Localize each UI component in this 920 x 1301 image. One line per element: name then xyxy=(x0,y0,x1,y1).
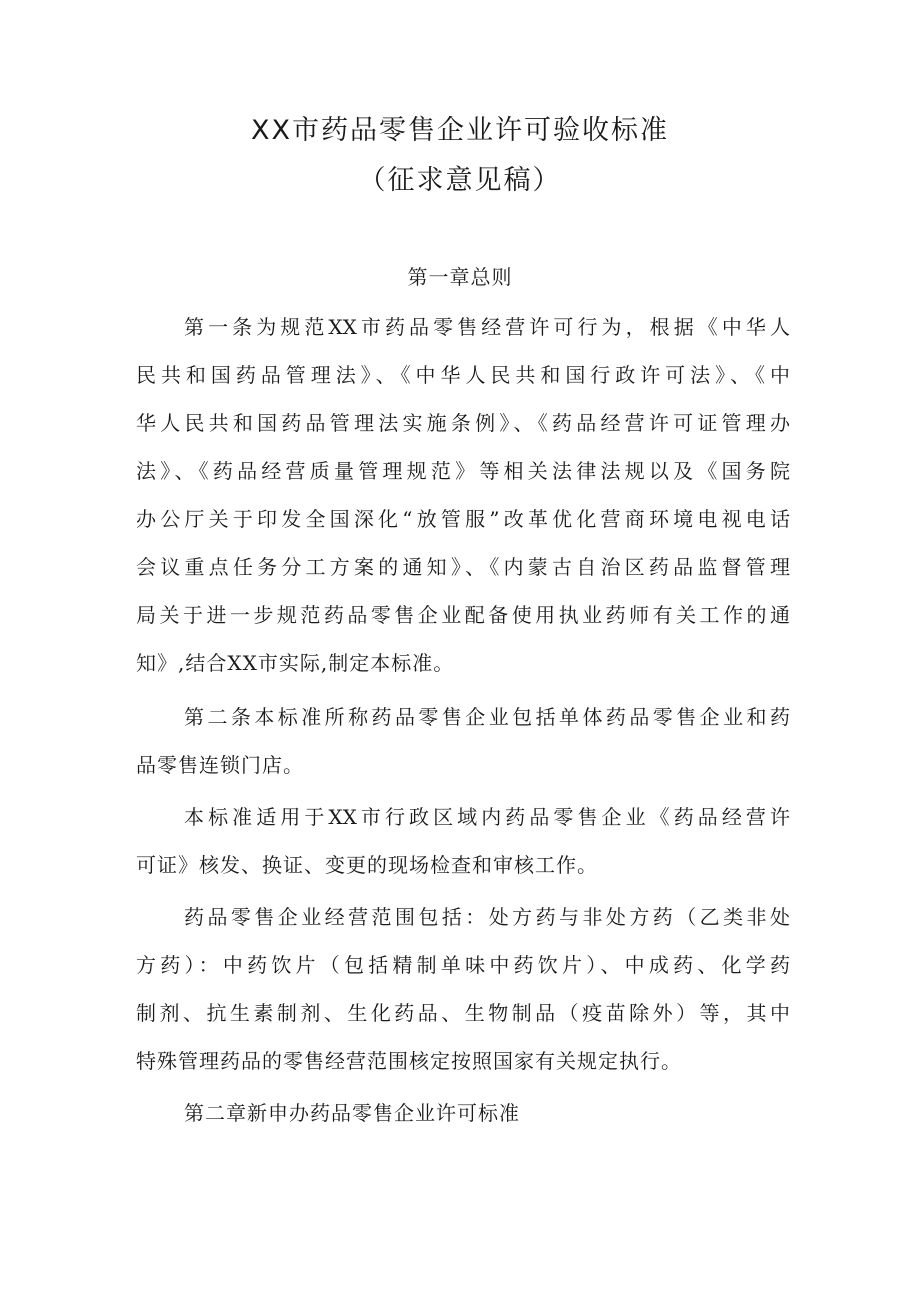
business-scope-line: 特殊管理药品的零售经营范围核定按照国家有关规定执行。 xyxy=(136,1049,682,1073)
article-1-line: 知》,结合XX市实际,制定本标准。 xyxy=(136,651,455,675)
article-1-line: 法》、《药品经营质量管理规范》等相关法律法规以及《国务院 xyxy=(136,459,790,483)
business-scope-line: 方药）：中药饮片（包括精制单味中药饮片）、中成药、化学药 xyxy=(136,953,790,977)
article-1-line: 第一条为规范XX市药品零售经营许可行为，根据《中华人 xyxy=(184,315,790,339)
scope-line: 本标准适用于XX市行政区域内药品零售企业《药品经营许 xyxy=(184,805,790,829)
article-1-line: 办公厅关于印发全国深化“放管服”改革优化营商环境电视电话 xyxy=(136,507,790,531)
article-2-line: 第二条本标准所称药品零售企业包括单体药品零售企业和药 xyxy=(184,705,790,729)
business-scope-line: 药品零售企业经营范围包括：处方药与非处方药（乙类非处 xyxy=(184,905,790,929)
article-1-line: 局关于进一步规范药品零售企业配备使用执业药师有关工作的通 xyxy=(136,603,790,627)
chapter-heading-2: 第二章新申办药品零售企业许可标准 xyxy=(184,1101,520,1125)
article-1-line: 民共和国药品管理法》、《中华人民共和国行政许可法》、《中 xyxy=(136,363,790,387)
document-title: XX市药品零售企业许可验收标准 xyxy=(251,115,669,146)
scope-line: 可证》核发、换证、变更的现场检查和审核工作。 xyxy=(136,853,598,877)
chapter-heading-1: 第一章总则 xyxy=(407,265,513,289)
article-1-line: 华人民共和国药品管理法实施条例》、《药品经营许可证管理办 xyxy=(136,411,790,435)
document-subtitle: （征求意见稿） xyxy=(358,165,562,196)
business-scope-line: 制剂、抗生素制剂、生化药品、生物制品（疫苗除外）等，其中 xyxy=(136,1001,790,1025)
article-1-line: 会议重点任务分工方案的通知》、《内蒙古自治区药品监督管理 xyxy=(136,555,790,579)
article-2-line: 品零售连锁门店。 xyxy=(136,753,304,777)
